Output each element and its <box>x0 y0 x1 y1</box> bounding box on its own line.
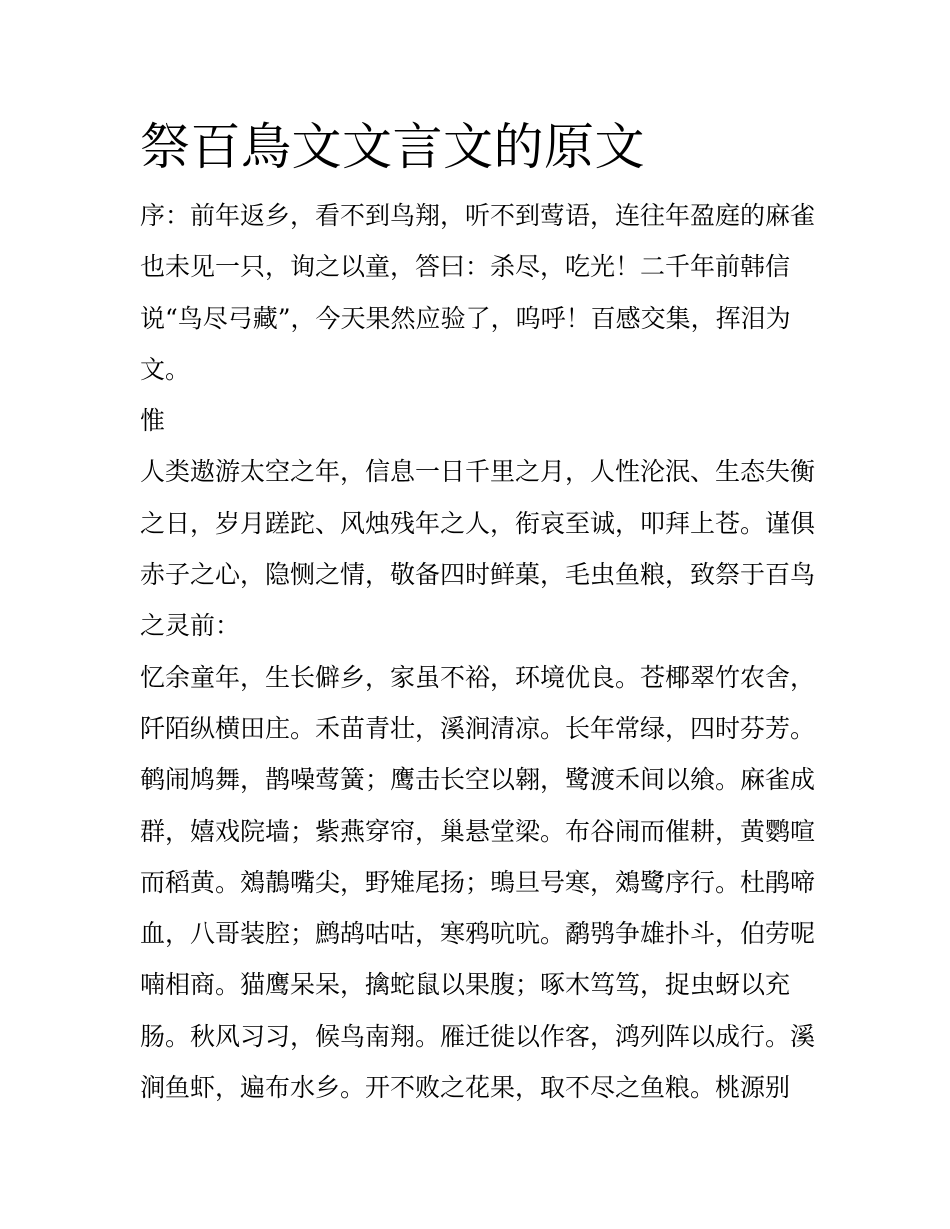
text-line: 人类遨游太空之年，信息一日千里之月，人性沦泯、生态失衡 <box>140 457 816 487</box>
text-line: 而稻黄。鵁鶄嘴尖，野雉尾扬；鴠旦号寒，鵁鹭序行。杜鹃啼 <box>140 867 816 897</box>
text-line: 之灵前： <box>140 611 241 641</box>
text-line: 血，八哥装腔；鹧鸪咕咕，寒鸦吭吭。鹬鸮争雄扑斗，伯劳呢 <box>140 919 816 949</box>
text-line: 说“鸟尽弓藏”，今天果然应验了，呜呼！百感交集，挥泪为 <box>140 303 791 333</box>
text-line: 群，嬉戏院墙；紫燕穿帘，巢悬堂梁。布谷闹而催耕，黄鹦喧 <box>140 816 816 846</box>
text-line: 涧鱼虾，遍布水乡。开不败之花果，取不尽之鱼粮。桃源别 <box>140 1073 791 1103</box>
text-line: 赤子之心，隐恻之情，敬备四时鲜菓，毛虫鱼粮，致祭于百鸟 <box>140 560 816 590</box>
text-line: 忆余童年，生长僻乡，家虽不裕，环境优良。苍椰翠竹农舍， <box>140 662 816 692</box>
text-line: 阡陌纵横田庄。禾苗青壮，溪涧清凉。长年常绿，四时芬芳。 <box>140 713 816 743</box>
text-line: 惟 <box>140 406 166 436</box>
text-line: 文。 <box>140 354 191 384</box>
text-line: 喃相商。猫鹰呆呆，擒蛇鼠以果腹；啄木笃笃，捉虫蚜以充 <box>140 970 791 1000</box>
text-line: 肠。秋风习习，候鸟南翔。雁迁徙以作客，鸿列阵以成行。溪 <box>140 1021 816 1051</box>
page-title: 祭百鳥文文言文的原文 <box>140 118 645 176</box>
text-line: 序：前年返乡，看不到鸟翔，听不到莺语，连往年盈庭的麻雀 <box>140 201 816 230</box>
document-body <box>140 112 820 1113</box>
text-line: 鹌闹鸠舞，鹊噪莺簧；鹰击长空以翱，鹭渡禾间以飨。麻雀成 <box>140 765 816 795</box>
text-line: 之日，岁月蹉跎、风烛残年之人，衔哀至诚，叩拜上苍。谨俱 <box>140 508 816 538</box>
text-line: 也未见一只，询之以童，答曰：杀尽，吃光！二千年前韩信 <box>140 252 791 282</box>
